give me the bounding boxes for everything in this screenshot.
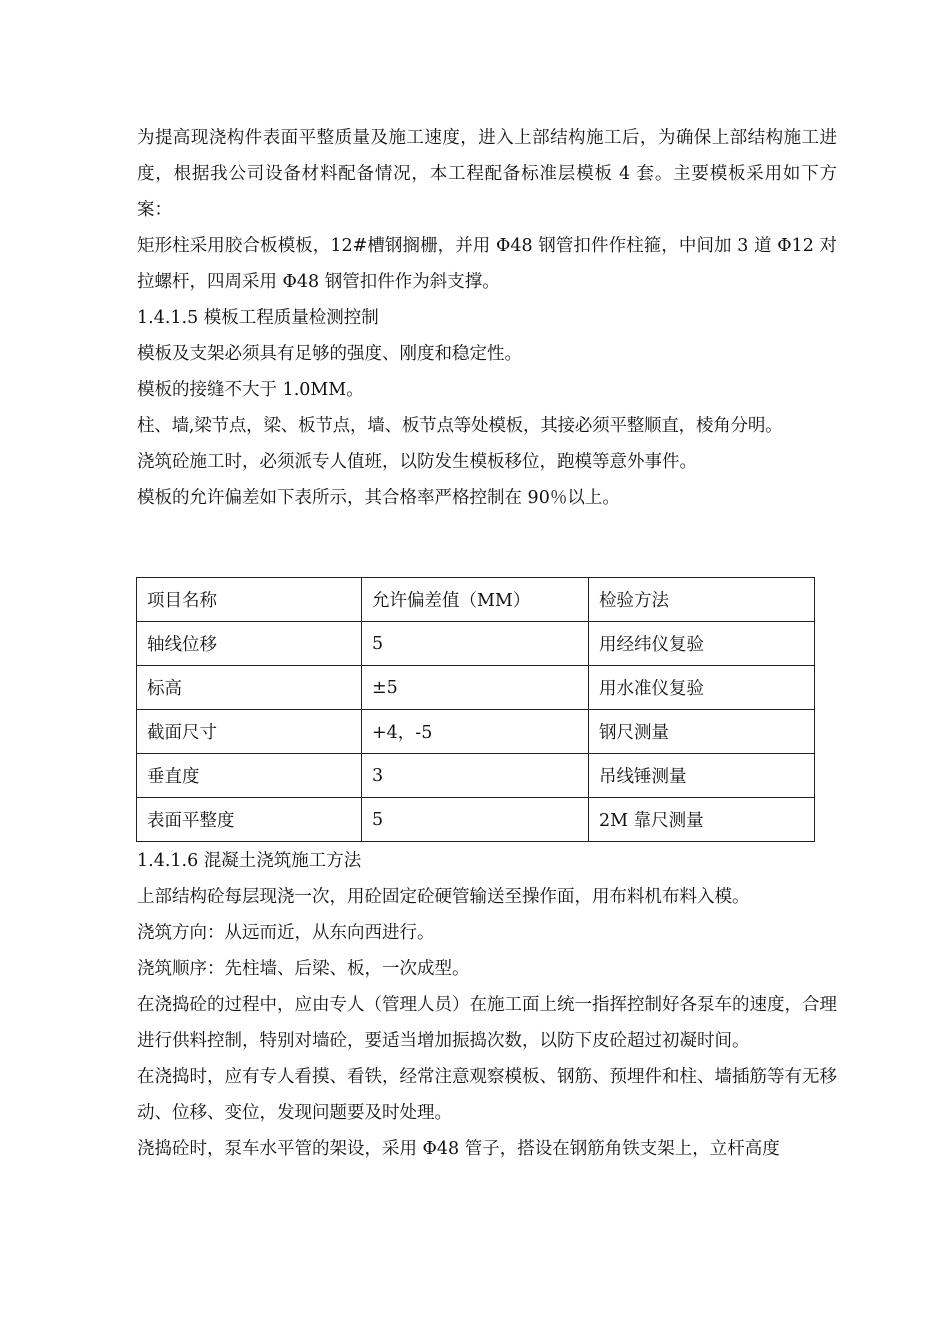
table-row: [137, 666, 815, 710]
text-block-top: [137, 120, 837, 516]
table-cell: 轴线位移: [137, 622, 362, 666]
paragraph-formwork-intro: 为提高现浇构件表面平整质量及施工速度，进入上部结构施工后，为确保上部结构施工进度，根据我公司设备材料配备情况，本工程配备标准层模板 4 套。主要模板采用如下方案：: [137, 128, 837, 220]
paragraph-joint-gap: 模板的接缝不大于 1.0MM。: [137, 380, 364, 400]
table-row: [137, 798, 815, 842]
paragraph-inspection: 在浇捣时，应有专人看摸、看铁，经常注意观察模板、钢筋、预埋件和柱、墙插筋等有无移动、位移、变位，发现问题要及时处理。: [137, 1067, 837, 1123]
tolerance-table: [136, 577, 815, 842]
table-cell: 表面平整度: [137, 798, 362, 842]
table-cell: 钢尺测量: [589, 710, 815, 754]
table-cell: ±5: [362, 666, 589, 710]
table-cell: 用水准仪复验: [589, 666, 815, 710]
text-block-bottom: [137, 843, 837, 1167]
section-heading-concrete-pouring: 1.4.1.6 混凝土浇筑施工方法: [137, 851, 362, 871]
paragraph-column-formwork: 矩形柱采用胶合板模板，12#槽钢搁栅，并用 Φ48 钢管扣件作柱箍，中间加 3 道 Φ12 对拉螺杆，四周采用 Φ48 钢管扣件作为斜支撑。: [137, 236, 837, 292]
table-cell: 5: [362, 798, 589, 842]
paragraph-formwork-strength: 模板及支架必须具有足够的强度、刚度和稳定性。: [137, 344, 522, 364]
paragraph-duty-watch: 浇筑砼施工时，必须派专人值班，以防发生模板移位，跑模等意外事件。: [137, 452, 697, 472]
paragraph-node-formwork: 柱、墙,梁节点，梁、板节点，墙、板节点等处模板，其接必须平整顺直，棱角分明。: [137, 416, 783, 436]
table-cell: 吊线锤测量: [589, 754, 815, 798]
table-cell: 用经纬仪复验: [589, 622, 815, 666]
table-cell: 5: [362, 622, 589, 666]
paragraph-tolerance-intro: 模板的允许偏差如下表所示，其合格率严格控制在 90％以上。: [137, 488, 620, 508]
paragraph-pouring-sequence: 浇筑顺序：先柱墙、后梁、板，一次成型。: [137, 959, 470, 979]
table-cell: 截面尺寸: [137, 710, 362, 754]
table-header-cell: 检验方法: [589, 578, 815, 622]
paragraph-pouring-direction: 浇筑方向：从远而近，从东向西进行。: [137, 923, 435, 943]
table-header-cell: 允许偏差值（MM）: [362, 578, 589, 622]
table-cell: 垂直度: [137, 754, 362, 798]
paragraph-pipe-support: 浇捣砼时，泵车水平管的架设，采用 Φ48 管子，搭设在钢筋角铁支架上，立杆高度: [137, 1139, 780, 1159]
table-row: [137, 622, 815, 666]
table-header-row: [137, 578, 815, 622]
table-cell: 标高: [137, 666, 362, 710]
paragraph-pump-control: 在浇捣砼的过程中，应由专人（管理人员）在施工面上统一指挥控制好各泵车的速度，合理进行供料控制，特别对墙砼，要适当增加振捣次数，以防下皮砼超过初凝时间。: [137, 995, 837, 1051]
table-cell: 3: [362, 754, 589, 798]
paragraph-pouring-method: 上部结构砼每层现浇一次，用砼固定砼硬管输送至操作面，用布料机布料入模。: [137, 887, 750, 907]
table-row: [137, 754, 815, 798]
table-header-cell: 项目名称: [137, 578, 362, 622]
section-heading-formwork-quality: 1.4.1.5 模板工程质量检测控制: [137, 308, 379, 328]
table-cell: +4，-5: [362, 710, 589, 754]
table-row: [137, 710, 815, 754]
table-cell: 2M 靠尺测量: [589, 798, 815, 842]
